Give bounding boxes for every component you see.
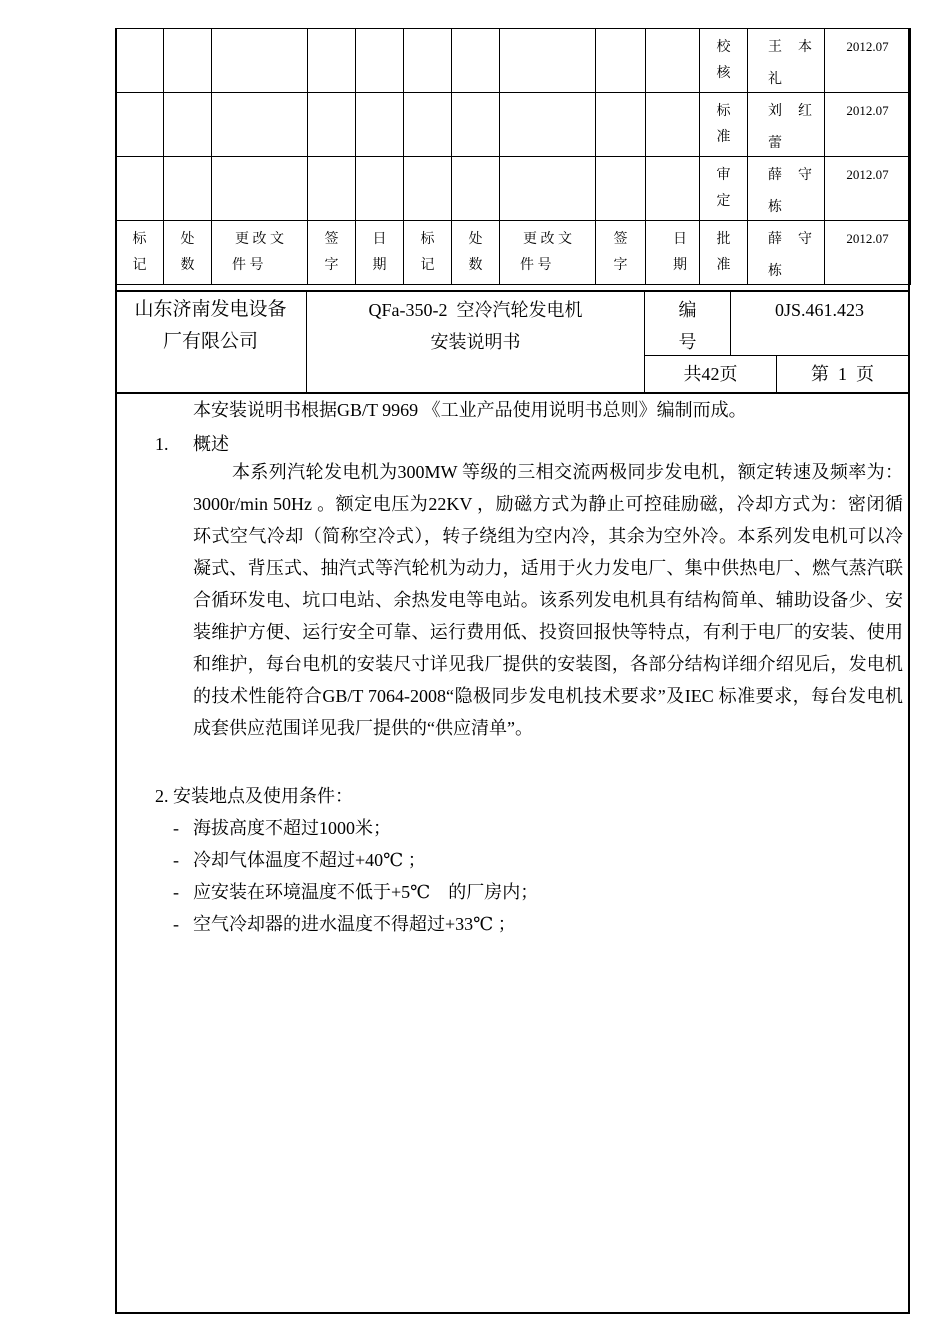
code-label-line: 号 <box>678 332 697 352</box>
page-number: 第 1 页 <box>811 364 874 384</box>
approval-date: 2012.07 <box>846 167 889 182</box>
header-label: 签 <box>613 232 628 247</box>
role-label: 审 <box>716 168 731 183</box>
role-label: 核 <box>716 66 731 81</box>
company-name-line: 厂有限公司 <box>162 331 258 352</box>
header-label: 签 <box>324 232 339 247</box>
header-label: 字 <box>324 258 339 273</box>
bullet-marker: - <box>173 914 179 934</box>
company-name <box>115 292 307 392</box>
title-block <box>115 290 910 394</box>
revision-row <box>116 93 911 157</box>
header-label: 标 <box>132 232 147 247</box>
list-item <box>173 848 426 872</box>
revision-row <box>116 29 911 93</box>
signer-name: 薛 <box>768 232 782 247</box>
list-item <box>173 912 516 936</box>
document-title-line: QFa-350-2 空冷汽轮发电机 <box>368 300 583 320</box>
header-label: 更 改 文 <box>523 232 572 247</box>
signer-name: 刘 <box>768 104 782 119</box>
header-label: 日 <box>372 232 387 247</box>
list-item-text: 空气冷却器的进水温度不得超过+33℃ ； <box>193 914 516 934</box>
header-label: 日 <box>673 232 687 247</box>
bullet-marker: - <box>173 882 179 902</box>
bullet-marker: - <box>173 850 179 870</box>
header-label: 处 <box>180 232 195 247</box>
role-label: 校 <box>716 40 731 55</box>
header-label: 处 <box>468 232 483 247</box>
document-code: 0JS.461.423 <box>731 292 908 356</box>
header-label: 字 <box>613 258 628 273</box>
code-label-line: 编 <box>678 300 697 320</box>
role-label: 定 <box>716 194 731 209</box>
signer-name: 本 <box>798 40 812 55</box>
revision-row <box>116 157 911 221</box>
header-label: 标 <box>420 232 435 247</box>
approval-date: 2012.07 <box>846 103 889 118</box>
approval-date: 2012.07 <box>846 231 889 246</box>
bullet-marker: - <box>173 818 179 838</box>
document-title-line: 安装说明书 <box>430 332 521 352</box>
intro-text: 本安装说明书根据GB/T 9969 《工业产品使用说明书总则》编制而成。 <box>193 400 747 420</box>
list-item-text: 海拔高度不超过1000米； <box>193 818 391 838</box>
company-name-line: 山东济南发电设备 <box>134 299 287 320</box>
signer-name: 栋 <box>768 264 782 279</box>
list-item <box>173 816 391 840</box>
header-label: 更 改 文 <box>235 232 284 247</box>
header-label: 数 <box>468 258 483 273</box>
list-item <box>173 880 538 904</box>
revision-header-row <box>116 221 911 285</box>
header-label: 件 号 <box>520 258 552 273</box>
list-item-text: 冷却气体温度不超过+40℃ ； <box>193 850 426 870</box>
document-title <box>307 292 645 392</box>
approval-date: 2012.07 <box>846 39 889 54</box>
signer-name: 蕾 <box>768 136 782 151</box>
header-label: 件 号 <box>232 258 264 273</box>
signer-name: 礼 <box>768 72 782 87</box>
header-label: 数 <box>180 258 195 273</box>
header-label: 期 <box>372 258 387 273</box>
role-label: 标 <box>716 104 731 119</box>
section-heading: 2. 安装地点及使用条件： <box>155 786 353 806</box>
section-number: 1. <box>155 434 169 454</box>
code-label <box>645 292 731 356</box>
total-pages: 共42页 <box>645 356 777 392</box>
revision-table <box>115 28 911 285</box>
section-heading: 概述 <box>193 434 229 454</box>
signer-name: 守 <box>798 168 812 183</box>
signer-name: 王 <box>768 40 782 55</box>
header-label: 记 <box>132 258 147 273</box>
role-label: 批 <box>716 232 731 247</box>
role-label: 准 <box>716 130 731 145</box>
signer-name: 红 <box>798 104 812 119</box>
role-label: 准 <box>716 258 731 273</box>
signer-name: 守 <box>798 232 812 247</box>
header-label: 期 <box>673 258 687 273</box>
signer-name: 薛 <box>768 168 782 183</box>
header-label: 记 <box>420 258 435 273</box>
list-item-text: 应安装在环境温度不低于+5℃ 的厂房内； <box>193 882 539 902</box>
signer-name: 栋 <box>768 200 782 215</box>
overview-paragraph: 本系列汽轮发电机为300MW 等级的三相交流两极同步发电机，额定转速及频率为：3000r/min 50Hz 。额定电压为22KV ，励磁方式为静止可控硅励磁，冷却方式为：密闭循环式空气冷却（简称空冷式），转子绕组为空内冷，其余为空外冷。本系列发电机可以冷凝式、背压式、抽汽式等汽轮机为动力，适用于火力发电厂、集中供热电厂、燃气蒸汽联合循环发电、坑口电站、余热发电等电站。该系列发电机具有结构简单、辅助设备少、安装维护方便、运行安全可靠、运行费用低、投资回报快等特点，有利于电厂的安装、使用和维护，每台电机的安装尺寸详见我厂提供的安装图，各部分结构详细介绍见后，发电机的技术性能符合GB/T 7064-2008“隐极同步发电机技术要求”及IEC 标准要求，每台发电机成套供应范围详见我厂提供的“供应清单”。 <box>193 462 903 738</box>
